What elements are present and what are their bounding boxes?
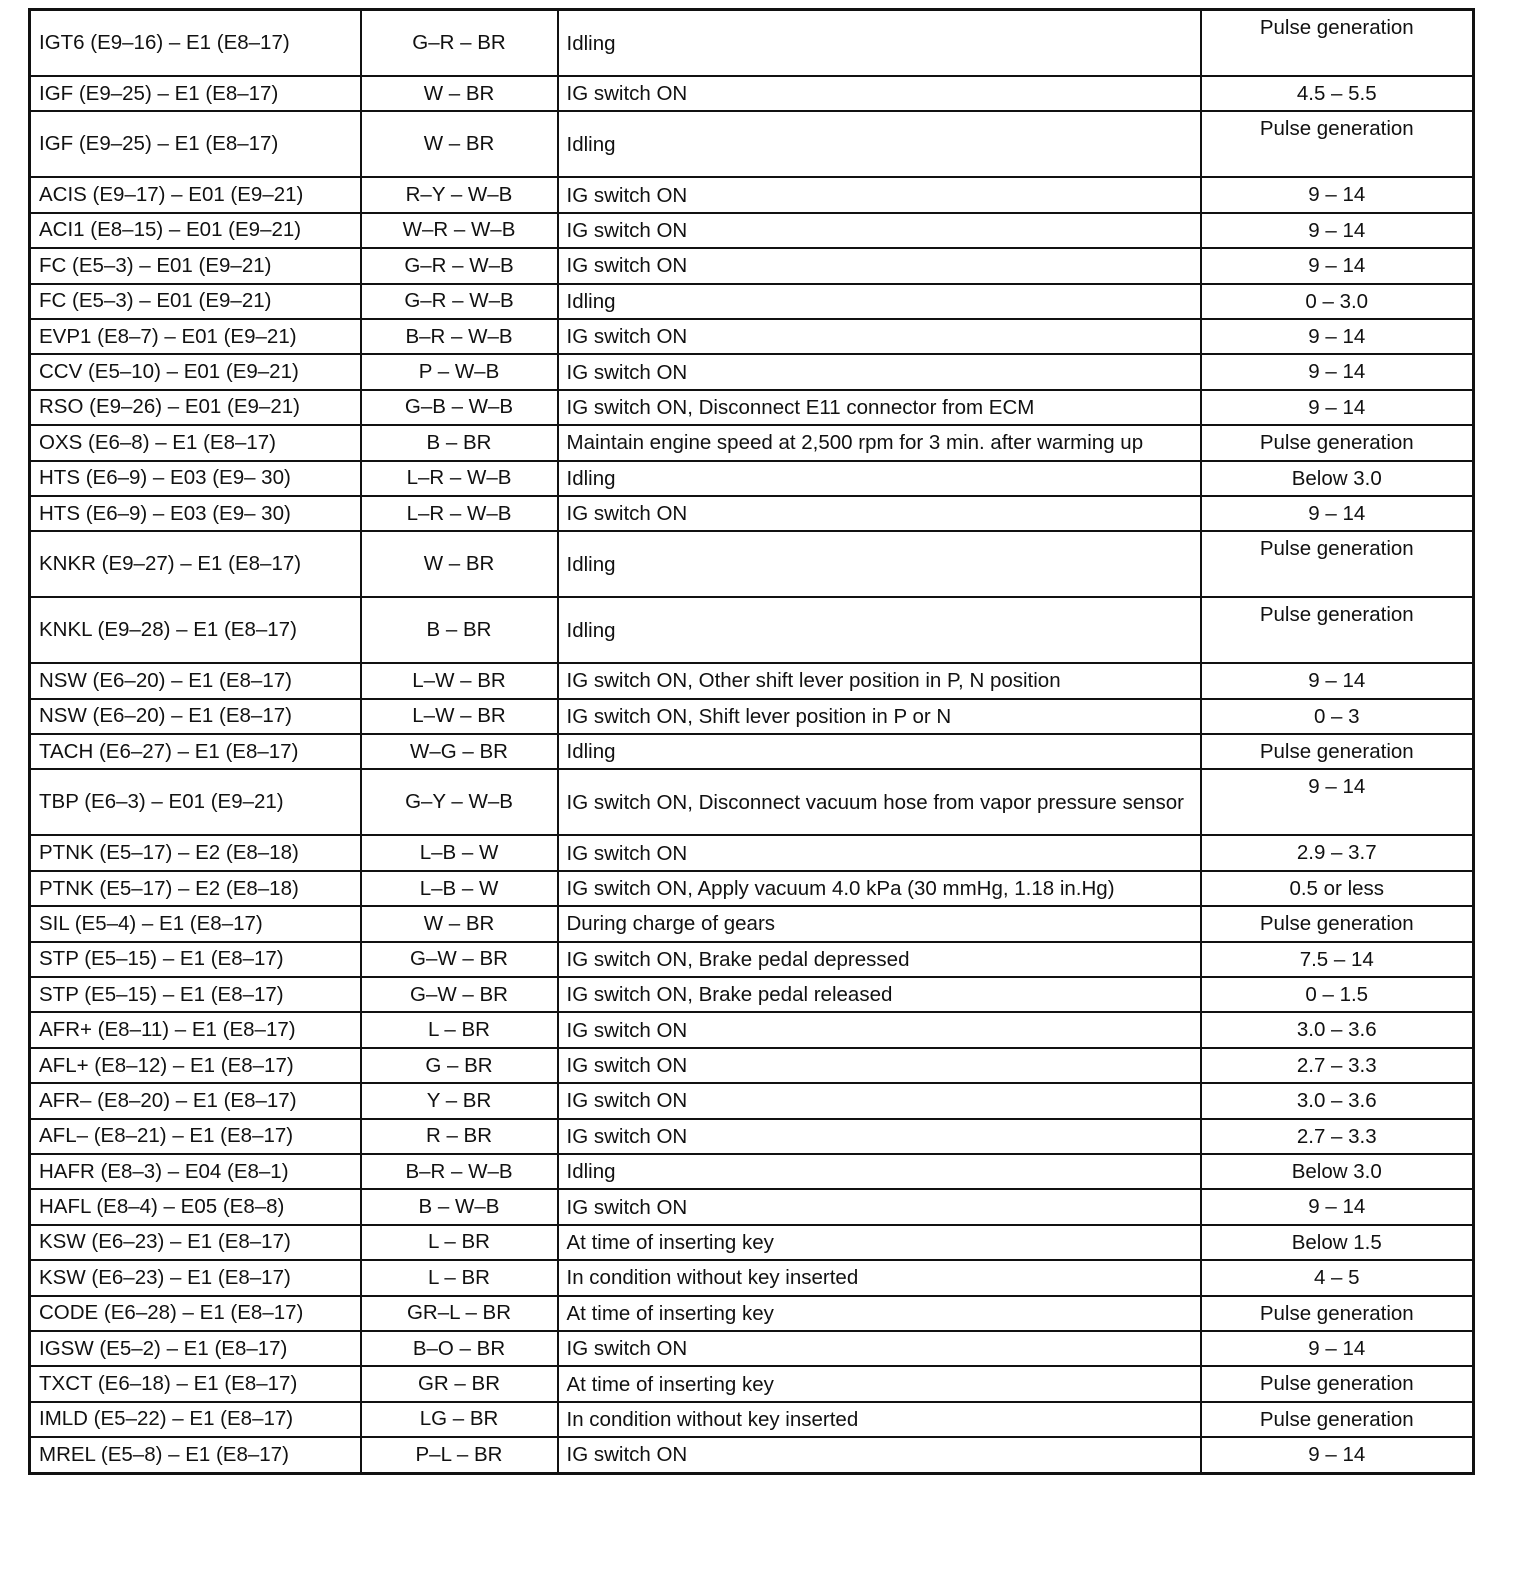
terminal-cell: AFL+ (E8–12) – E1 (E8–17): [30, 1048, 361, 1083]
standard-value-cell: 2.7 – 3.3: [1201, 1119, 1474, 1154]
wire-color-cell: B – BR: [361, 597, 558, 663]
standard-value-cell: Pulse generation: [1201, 1366, 1474, 1401]
condition-cell: IG switch ON: [558, 1189, 1201, 1224]
table-row: [30, 871, 1474, 906]
terminal-cell: TXCT (E6–18) – E1 (E8–17): [30, 1366, 361, 1401]
standard-value-cell: 9 – 14: [1201, 1331, 1474, 1366]
table-row: [30, 10, 1474, 77]
condition-cell: Idling: [558, 461, 1201, 496]
standard-value-cell: 9 – 14: [1201, 496, 1474, 531]
wire-color-cell: P–L – BR: [361, 1437, 558, 1473]
terminal-cell: IGT6 (E9–16) – E1 (E8–17): [30, 10, 361, 77]
terminal-voltage-table: [28, 8, 1475, 1475]
standard-value-cell: 9 – 14: [1201, 1189, 1474, 1224]
wire-color-cell: G–W – BR: [361, 977, 558, 1012]
terminal-cell: RSO (E9–26) – E01 (E9–21): [30, 390, 361, 425]
condition-cell: IG switch ON: [558, 1012, 1201, 1047]
terminal-cell: NSW (E6–20) – E1 (E8–17): [30, 699, 361, 734]
standard-value-cell: Pulse generation: [1201, 597, 1474, 663]
wire-color-cell: L–W – BR: [361, 699, 558, 734]
condition-cell: Idling: [558, 1154, 1201, 1189]
condition-cell: IG switch ON, Brake pedal depressed: [558, 942, 1201, 977]
table-row: [30, 1296, 1474, 1331]
terminal-cell: HTS (E6–9) – E03 (E9– 30): [30, 496, 361, 531]
terminal-cell: KSW (E6–23) – E1 (E8–17): [30, 1225, 361, 1260]
condition-cell: IG switch ON: [558, 1083, 1201, 1118]
standard-value-cell: Pulse generation: [1201, 1402, 1474, 1437]
wire-color-cell: W–G – BR: [361, 734, 558, 769]
condition-cell: Idling: [558, 597, 1201, 663]
wire-color-cell: GR – BR: [361, 1366, 558, 1401]
terminal-cell: KSW (E6–23) – E1 (E8–17): [30, 1260, 361, 1295]
terminal-cell: AFL– (E8–21) – E1 (E8–17): [30, 1119, 361, 1154]
terminal-cell: STP (E5–15) – E1 (E8–17): [30, 942, 361, 977]
table-row: [30, 977, 1474, 1012]
wire-color-cell: B – W–B: [361, 1189, 558, 1224]
standard-value-cell: 4 – 5: [1201, 1260, 1474, 1295]
terminal-cell: IMLD (E5–22) – E1 (E8–17): [30, 1402, 361, 1437]
table-row: [30, 597, 1474, 663]
terminal-cell: ACIS (E9–17) – E01 (E9–21): [30, 177, 361, 212]
terminal-cell: IGF (E9–25) – E1 (E8–17): [30, 111, 361, 177]
terminal-cell: AFR– (E8–20) – E1 (E8–17): [30, 1083, 361, 1118]
condition-cell: IG switch ON, Shift lever position in P or N: [558, 699, 1201, 734]
wire-color-cell: L – BR: [361, 1225, 558, 1260]
terminal-cell: HTS (E6–9) – E03 (E9– 30): [30, 461, 361, 496]
terminal-cell: FC (E5–3) – E01 (E9–21): [30, 248, 361, 283]
standard-value-cell: Pulse generation: [1201, 111, 1474, 177]
table-row: [30, 1366, 1474, 1401]
wire-color-cell: P – W–B: [361, 354, 558, 389]
terminal-cell: IGSW (E5–2) – E1 (E8–17): [30, 1331, 361, 1366]
table-row: [30, 1402, 1474, 1437]
wire-color-cell: R–Y – W–B: [361, 177, 558, 212]
terminal-cell: CODE (E6–28) – E1 (E8–17): [30, 1296, 361, 1331]
table-row: [30, 1189, 1474, 1224]
table-row: [30, 354, 1474, 389]
wire-color-cell: LG – BR: [361, 1402, 558, 1437]
condition-cell: IG switch ON: [558, 1437, 1201, 1473]
wire-color-cell: W – BR: [361, 111, 558, 177]
condition-cell: Idling: [558, 531, 1201, 597]
terminal-cell: AFR+ (E8–11) – E1 (E8–17): [30, 1012, 361, 1047]
condition-cell: IG switch ON, Apply vacuum 4.0 kPa (30 mmHg, 1.18 in.Hg): [558, 871, 1201, 906]
standard-value-cell: 2.7 – 3.3: [1201, 1048, 1474, 1083]
condition-cell: In condition without key inserted: [558, 1260, 1201, 1295]
table-row: [30, 1048, 1474, 1083]
wire-color-cell: L–B – W: [361, 835, 558, 870]
standard-value-cell: 9 – 14: [1201, 213, 1474, 248]
terminal-cell: CCV (E5–10) – E01 (E9–21): [30, 354, 361, 389]
standard-value-cell: 0.5 or less: [1201, 871, 1474, 906]
standard-value-cell: 0 – 3: [1201, 699, 1474, 734]
table-row: [30, 319, 1474, 354]
terminal-cell: SIL (E5–4) – E1 (E8–17): [30, 906, 361, 941]
condition-cell: Idling: [558, 284, 1201, 319]
wire-color-cell: L–R – W–B: [361, 461, 558, 496]
terminal-cell: TACH (E6–27) – E1 (E8–17): [30, 734, 361, 769]
terminal-cell: EVP1 (E8–7) – E01 (E9–21): [30, 319, 361, 354]
condition-cell: IG switch ON: [558, 1119, 1201, 1154]
standard-value-cell: 9 – 14: [1201, 177, 1474, 212]
terminal-cell: FC (E5–3) – E01 (E9–21): [30, 284, 361, 319]
condition-cell: IG switch ON, Disconnect vacuum hose from vapor pressure sensor: [558, 769, 1201, 835]
table-row: [30, 1260, 1474, 1295]
wire-color-cell: B – BR: [361, 425, 558, 460]
wire-color-cell: L–R – W–B: [361, 496, 558, 531]
table-row: [30, 835, 1474, 870]
wire-color-cell: W – BR: [361, 906, 558, 941]
table-row: [30, 531, 1474, 597]
condition-cell: IG switch ON, Disconnect E11 connector from ECM: [558, 390, 1201, 425]
table-row: [30, 248, 1474, 283]
terminal-cell: PTNK (E5–17) – E2 (E8–18): [30, 835, 361, 870]
wire-color-cell: G – BR: [361, 1048, 558, 1083]
wire-color-cell: W – BR: [361, 531, 558, 597]
terminal-cell: TBP (E6–3) – E01 (E9–21): [30, 769, 361, 835]
wire-color-cell: R – BR: [361, 1119, 558, 1154]
table-row: [30, 699, 1474, 734]
condition-cell: IG switch ON: [558, 1048, 1201, 1083]
wire-color-cell: Y – BR: [361, 1083, 558, 1118]
wire-color-cell: L–W – BR: [361, 663, 558, 698]
condition-cell: IG switch ON: [558, 248, 1201, 283]
standard-value-cell: 4.5 – 5.5: [1201, 76, 1474, 111]
table-row: [30, 111, 1474, 177]
table-row: [30, 1154, 1474, 1189]
condition-cell: Idling: [558, 10, 1201, 77]
standard-value-cell: Pulse generation: [1201, 425, 1474, 460]
terminal-cell: MREL (E5–8) – E1 (E8–17): [30, 1437, 361, 1473]
terminal-cell: NSW (E6–20) – E1 (E8–17): [30, 663, 361, 698]
terminal-cell: KNKL (E9–28) – E1 (E8–17): [30, 597, 361, 663]
condition-cell: IG switch ON: [558, 496, 1201, 531]
terminal-cell: HAFL (E8–4) – E05 (E8–8): [30, 1189, 361, 1224]
condition-cell: IG switch ON: [558, 835, 1201, 870]
condition-cell: IG switch ON: [558, 177, 1201, 212]
wire-color-cell: L–B – W: [361, 871, 558, 906]
standard-value-cell: 3.0 – 3.6: [1201, 1012, 1474, 1047]
terminal-cell: ACI1 (E8–15) – E01 (E9–21): [30, 213, 361, 248]
condition-cell: In condition without key inserted: [558, 1402, 1201, 1437]
standard-value-cell: 7.5 – 14: [1201, 942, 1474, 977]
wire-color-cell: G–R – W–B: [361, 284, 558, 319]
table-row: [30, 1331, 1474, 1366]
table-row: [30, 734, 1474, 769]
standard-value-cell: Below 1.5: [1201, 1225, 1474, 1260]
table-row: [30, 461, 1474, 496]
wire-color-cell: G–B – W–B: [361, 390, 558, 425]
wire-color-cell: L – BR: [361, 1260, 558, 1295]
wire-color-cell: B–O – BR: [361, 1331, 558, 1366]
wire-color-cell: G–R – W–B: [361, 248, 558, 283]
table-row: [30, 663, 1474, 698]
standard-value-cell: 9 – 14: [1201, 663, 1474, 698]
standard-value-cell: Pulse generation: [1201, 10, 1474, 77]
wire-color-cell: G–R – BR: [361, 10, 558, 77]
standard-value-cell: Pulse generation: [1201, 531, 1474, 597]
condition-cell: IG switch ON, Brake pedal released: [558, 977, 1201, 1012]
condition-cell: At time of inserting key: [558, 1225, 1201, 1260]
condition-cell: Idling: [558, 734, 1201, 769]
standard-value-cell: Pulse generation: [1201, 734, 1474, 769]
terminal-cell: OXS (E6–8) – E1 (E8–17): [30, 425, 361, 460]
terminal-cell: IGF (E9–25) – E1 (E8–17): [30, 76, 361, 111]
condition-cell: IG switch ON: [558, 213, 1201, 248]
condition-cell: At time of inserting key: [558, 1366, 1201, 1401]
table-row: [30, 177, 1474, 212]
condition-cell: IG switch ON: [558, 319, 1201, 354]
table-row: [30, 213, 1474, 248]
table-row: [30, 425, 1474, 460]
standard-value-cell: 9 – 14: [1201, 354, 1474, 389]
table-row: [30, 1012, 1474, 1047]
standard-value-cell: 9 – 14: [1201, 390, 1474, 425]
table-row: [30, 769, 1474, 835]
wire-color-cell: L – BR: [361, 1012, 558, 1047]
table-row: [30, 76, 1474, 111]
terminal-cell: PTNK (E5–17) – E2 (E8–18): [30, 871, 361, 906]
standard-value-cell: Below 3.0: [1201, 1154, 1474, 1189]
standard-value-cell: 0 – 1.5: [1201, 977, 1474, 1012]
standard-value-cell: 2.9 – 3.7: [1201, 835, 1474, 870]
terminal-cell: STP (E5–15) – E1 (E8–17): [30, 977, 361, 1012]
terminal-cell: KNKR (E9–27) – E1 (E8–17): [30, 531, 361, 597]
wire-color-cell: W–R – W–B: [361, 213, 558, 248]
wire-color-cell: G–Y – W–B: [361, 769, 558, 835]
table-row: [30, 1119, 1474, 1154]
wire-color-cell: W – BR: [361, 76, 558, 111]
standard-value-cell: 0 – 3.0: [1201, 284, 1474, 319]
terminal-cell: HAFR (E8–3) – E04 (E8–1): [30, 1154, 361, 1189]
wire-color-cell: B–R – W–B: [361, 319, 558, 354]
standard-value-cell: 9 – 14: [1201, 319, 1474, 354]
standard-value-cell: 9 – 14: [1201, 1437, 1474, 1473]
standard-value-cell: Below 3.0: [1201, 461, 1474, 496]
condition-cell: At time of inserting key: [558, 1296, 1201, 1331]
table-row: [30, 284, 1474, 319]
condition-cell: During charge of gears: [558, 906, 1201, 941]
table-row: [30, 390, 1474, 425]
table-row: [30, 1437, 1474, 1473]
table-row: [30, 942, 1474, 977]
standard-value-cell: Pulse generation: [1201, 906, 1474, 941]
condition-cell: IG switch ON, Other shift lever position in P, N position: [558, 663, 1201, 698]
table-row: [30, 906, 1474, 941]
wire-color-cell: B–R – W–B: [361, 1154, 558, 1189]
standard-value-cell: 9 – 14: [1201, 769, 1474, 835]
table-row: [30, 1083, 1474, 1118]
condition-cell: Idling: [558, 111, 1201, 177]
condition-cell: IG switch ON: [558, 1331, 1201, 1366]
wire-color-cell: GR–L – BR: [361, 1296, 558, 1331]
standard-value-cell: 9 – 14: [1201, 248, 1474, 283]
table-row: [30, 1225, 1474, 1260]
standard-value-cell: 3.0 – 3.6: [1201, 1083, 1474, 1118]
wire-color-cell: G–W – BR: [361, 942, 558, 977]
table-row: [30, 496, 1474, 531]
standard-value-cell: Pulse generation: [1201, 1296, 1474, 1331]
condition-cell: IG switch ON: [558, 76, 1201, 111]
condition-cell: Maintain engine speed at 2,500 rpm for 3 min. after warming up: [558, 425, 1201, 460]
table-body: [30, 10, 1474, 1474]
condition-cell: IG switch ON: [558, 354, 1201, 389]
